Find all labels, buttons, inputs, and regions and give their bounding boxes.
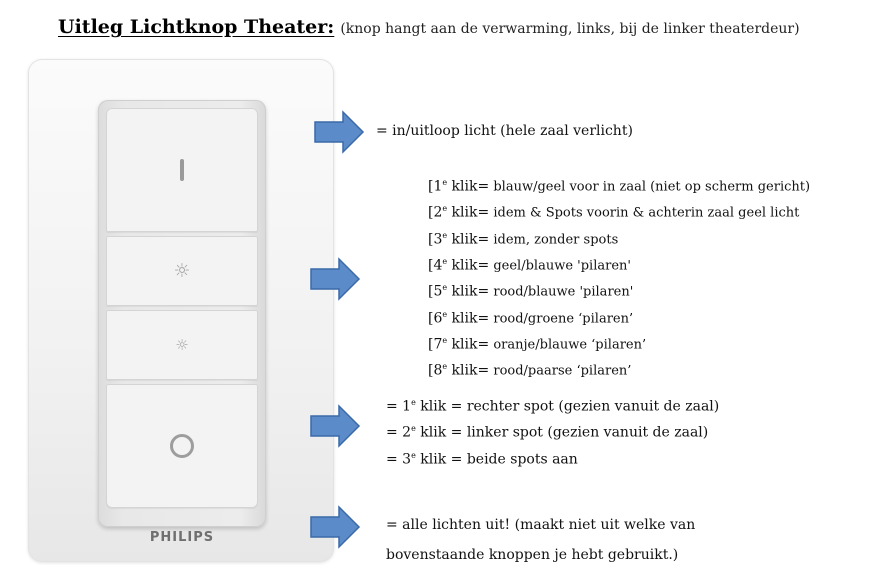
klik-line: [6e klik= rood/groene ‘pilaren’ — [428, 310, 634, 327]
klik-line: [2e klik= idem & Spots voorin & achterin zaal geel licht — [428, 204, 800, 221]
on-button[interactable] — [106, 108, 258, 232]
arrow-right-icon — [309, 257, 361, 301]
on-description: = in/uitloop licht (hele zaal verlicht) — [376, 123, 633, 139]
arrow-right-icon — [309, 505, 361, 549]
klik-line: [1e klik= blauw/geel voor in zaal (niet op scherm gericht) — [428, 178, 811, 195]
klik-line: [8e klik= rood/paarse ‘pilaren’ — [428, 362, 632, 379]
dimmer-line: = $2^e$ klik = linker spot (gezien vanuit de zaal) — [386, 424, 709, 441]
power-on-icon — [180, 159, 184, 181]
arrow-right-icon — [313, 110, 365, 154]
dimmer-button[interactable] — [106, 310, 258, 380]
off-description-line1: = alle lichten uit! (maakt niet uit welke van — [386, 517, 696, 533]
off-description-line2: bovenstaande knoppen je hebt gebruikt.) — [386, 547, 679, 563]
title-row — [58, 16, 800, 38]
page-title: Uitleg Lichtknop Theater: — [58, 16, 335, 38]
dimmer-remote — [98, 100, 266, 527]
klik-line: [7e klik= oranje/blauwe ‘pilaren’ — [428, 336, 647, 353]
brand-logo: PHILIPS — [149, 530, 215, 545]
dimmer-line: = $1^e$ klik = rechter spot (gezien vanuit de zaal) — [386, 398, 720, 415]
off-button[interactable] — [106, 384, 258, 508]
brighter-button[interactable] — [106, 236, 258, 306]
brightness-up-icon: ☼ — [173, 259, 191, 282]
klik-line: [4e klik= geel/blauwe 'pilaren' — [428, 257, 631, 274]
klik-line: [5e klik= rood/blauwe 'pilaren' — [428, 283, 634, 300]
arrow-right-icon — [309, 404, 361, 448]
brightness-down-icon: ☼ — [175, 335, 189, 354]
dimmer-line: = $3^e$ klik = beide spots aan — [386, 451, 578, 468]
page-subtitle: (knop hangt aan de verwarming, links, bij de linker theaterdeur) — [340, 21, 800, 37]
power-off-icon — [170, 434, 194, 458]
klik-line: [3e klik= idem, zonder spots — [428, 231, 619, 248]
